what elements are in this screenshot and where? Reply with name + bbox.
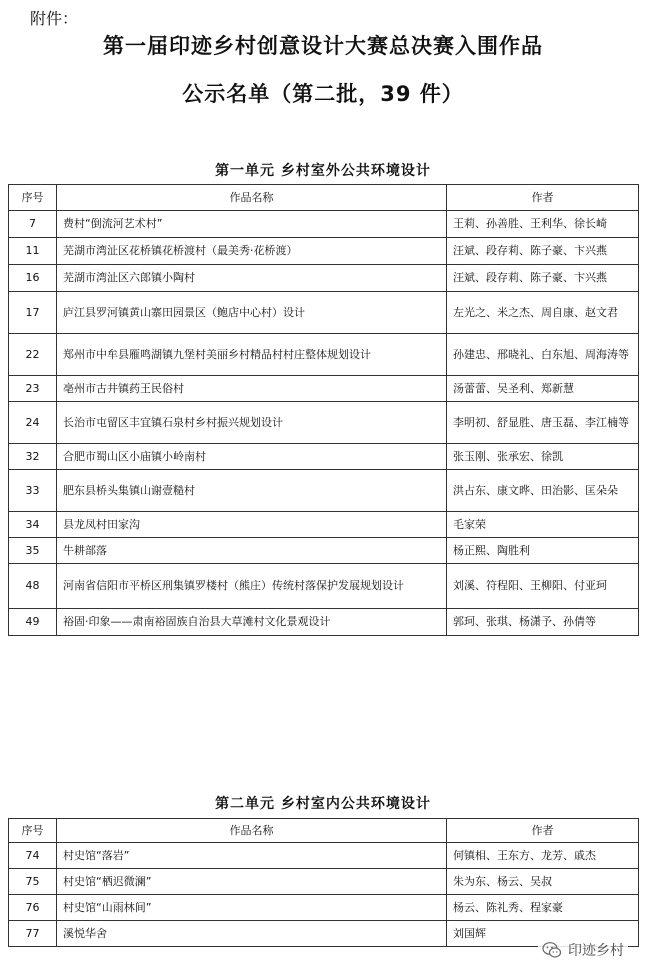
table-row <box>9 444 639 470</box>
table-row <box>9 869 639 895</box>
row-authors: 郭珂、张琪、杨潇予、孙倩等 <box>447 609 639 636</box>
row-authors: 刘溪、符程阳、王柳阳、付亚珂 <box>447 564 639 609</box>
table-row <box>9 512 639 538</box>
row-work-name: 费村“倒流河艺术村” <box>57 211 447 238</box>
table-row <box>9 402 639 444</box>
row-authors: 汤蕾蕾、吴圣利、郑新慧 <box>447 376 639 402</box>
page-title: 第一届印迹乡村创意设计大赛总决赛入围作品 <box>103 34 543 58</box>
col-header-no: 序号 <box>9 185 57 211</box>
row-work-name: 河南省信阳市平桥区刑集镇罗楼村（熊庄）传统村落保护发展规划设计 <box>57 564 447 609</box>
row-work-name: 芜湖市湾沚区花桥镇花桥渡村（最美秀·花桥渡） <box>57 238 447 265</box>
unit2-title: 第二单元 乡村室内公共环境设计 <box>215 796 431 812</box>
table-header-row <box>9 185 639 211</box>
wechat-icon <box>542 940 562 960</box>
row-number: 24 <box>9 402 57 444</box>
row-authors: 李明初、舒显胜、唐玉磊、李江楠等 <box>447 402 639 444</box>
row-authors: 张玉刚、张承宏、徐凯 <box>447 444 639 470</box>
table-row <box>9 564 639 609</box>
row-authors: 汪斌、段存莉、陈子豪、卞兴燕 <box>447 265 639 292</box>
table-row <box>9 292 639 334</box>
row-number: 32 <box>9 444 57 470</box>
page-subtitle: 公示名单（第二批，39 件） <box>182 82 464 106</box>
row-number: 35 <box>9 538 57 564</box>
row-number: 77 <box>9 921 57 947</box>
table-row <box>9 265 639 292</box>
watermark <box>538 938 628 962</box>
row-number: 23 <box>9 376 57 402</box>
row-number: 49 <box>9 609 57 636</box>
row-work-name: 长治市屯留区丰宜镇石泉村乡村振兴规划设计 <box>57 402 447 444</box>
row-work-name: 郑州市中牟县雁鸣湖镇九堡村美丽乡村精品村村庄整体规划设计 <box>57 334 447 376</box>
col-header-name: 作品名称 <box>57 819 447 843</box>
row-authors: 毛家荣 <box>447 512 639 538</box>
row-authors: 洪占东、康文晔、田治影、匡朵朵 <box>447 470 639 512</box>
table-row <box>9 895 639 921</box>
row-authors: 杨正熙、陶胜利 <box>447 538 639 564</box>
row-authors: 孙建忠、邢晓礼、白东旭、周海涛等 <box>447 334 639 376</box>
row-work-name: 县龙凤村田家沟 <box>57 512 447 538</box>
table-row <box>9 538 639 564</box>
table-row <box>9 843 639 869</box>
row-number: 76 <box>9 895 57 921</box>
table-row <box>9 334 639 376</box>
row-number: 16 <box>9 265 57 292</box>
row-authors: 汪斌、段存莉、陈子豪、卞兴燕 <box>447 238 639 265</box>
row-number: 11 <box>9 238 57 265</box>
row-number: 75 <box>9 869 57 895</box>
row-work-name: 芜湖市湾沚区六郎镇小陶村 <box>57 265 447 292</box>
row-number: 17 <box>9 292 57 334</box>
unit2-table <box>8 818 639 947</box>
row-work-name: 村史馆“栖迟微澜” <box>57 869 447 895</box>
row-work-name: 裕固·印象——肃南裕固族自治县大草滩村文化景观设计 <box>57 609 447 636</box>
row-work-name: 庐江县罗河镇黄山寨田园景区（鲍店中心村）设计 <box>57 292 447 334</box>
table-row <box>9 470 639 512</box>
row-work-name: 合肥市蜀山区小庙镇小岭南村 <box>57 444 447 470</box>
row-number: 48 <box>9 564 57 609</box>
table-row <box>9 211 639 238</box>
row-authors: 杨云、陈礼秀、程家豪 <box>447 895 639 921</box>
table-row <box>9 238 639 265</box>
row-number: 34 <box>9 512 57 538</box>
col-header-authors: 作者 <box>447 185 639 211</box>
row-authors: 刘国辉 <box>447 921 639 947</box>
row-work-name: 亳州市古井镇药王民俗村 <box>57 376 447 402</box>
row-work-name: 村史馆“山雨林间” <box>57 895 447 921</box>
row-work-name: 村史馆“落岩” <box>57 843 447 869</box>
row-number: 74 <box>9 843 57 869</box>
col-header-name: 作品名称 <box>57 185 447 211</box>
row-work-name: 肥东县桥头集镇山谢壹糙村 <box>57 470 447 512</box>
row-authors: 何镇相、王东方、龙芳、戚杰 <box>447 843 639 869</box>
unit1-table <box>8 184 639 636</box>
watermark-text: 印迹乡村 <box>568 943 624 959</box>
row-work-name: 牛耕部落 <box>57 538 447 564</box>
row-number: 22 <box>9 334 57 376</box>
row-number: 33 <box>9 470 57 512</box>
row-number: 7 <box>9 211 57 238</box>
col-header-authors: 作者 <box>447 819 639 843</box>
table-row <box>9 376 639 402</box>
row-authors: 朱为东、杨云、吴叔 <box>447 869 639 895</box>
unit1-title: 第一单元 乡村室外公共环境设计 <box>215 163 431 179</box>
row-work-name: 溪悦华舍 <box>57 921 447 947</box>
attachment-label: 附件： <box>30 9 79 28</box>
col-header-no: 序号 <box>9 819 57 843</box>
table-header-row <box>9 819 639 843</box>
row-authors: 左光之、米之杰、周自康、赵文君 <box>447 292 639 334</box>
row-authors: 王莉、孙善胜、王利华、徐长崎 <box>447 211 639 238</box>
table-row <box>9 609 639 636</box>
